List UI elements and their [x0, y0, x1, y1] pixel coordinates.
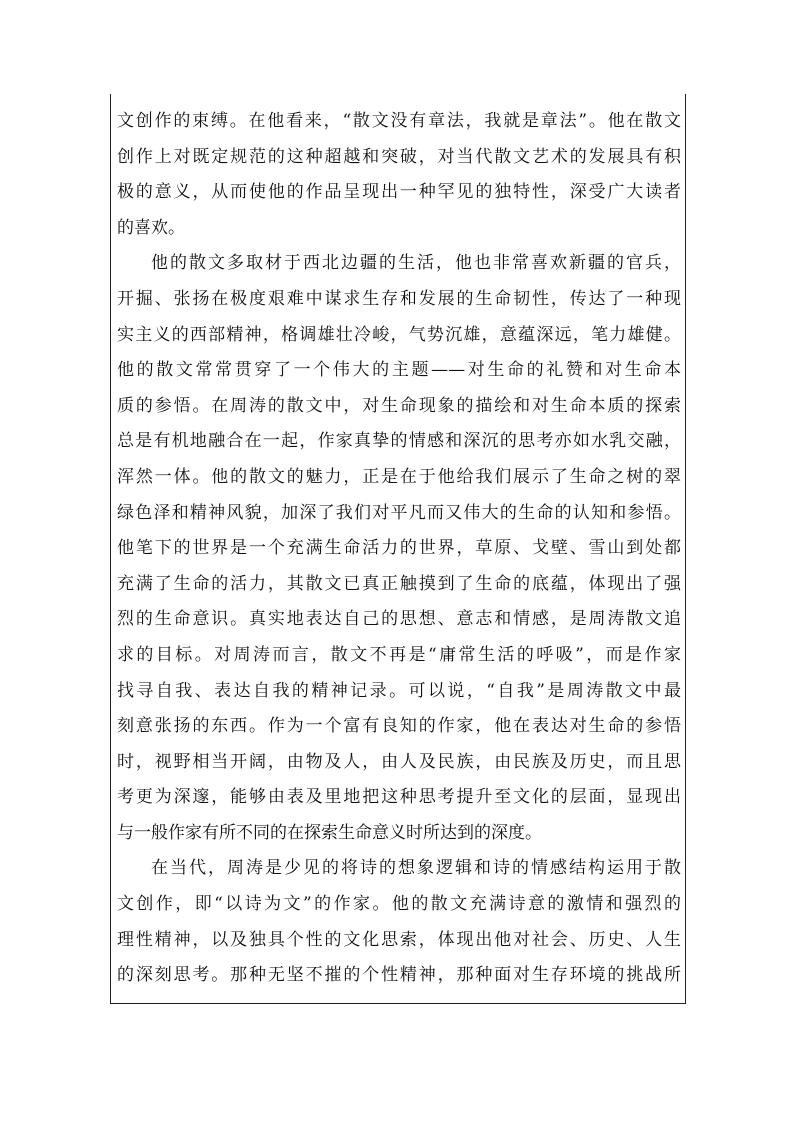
text-line: 理性精神，以及独具个性的文化思索，体现出他对社会、历史、人生 [117, 929, 681, 950]
text-line: 找寻自我、表达自我的精神记录。可以说，“自我”是周涛散文中最 [117, 680, 681, 701]
text-line: 时，视野相当开阔，由物及人，由人及民族，由民族及历史，而且思 [117, 751, 681, 772]
text-line: 考更为深邃，能够由表及里地把这种思考提升至文化的层面，显现出 [117, 787, 681, 808]
text-frame [110, 94, 686, 1004]
text-line: 他笔下的世界是一个充满生命活力的世界，草原、戈壁、雪山到处都 [117, 538, 681, 559]
text-line: 绿色泽和精神风貌，加深了我们对平凡而又伟大的生命的认知和参悟。 [117, 502, 681, 523]
text-line: 浑然一体。他的散文的魅力，正是在于他给我们展示了生命之树的翠 [117, 466, 681, 487]
text-line: 文创作，即“以诗为文”的作家。他的散文充满诗意的激情和强烈的 [117, 894, 681, 915]
article-body [117, 104, 681, 994]
paragraph-first-line: 他的散文多取材于西北边疆的生活，他也非常喜欢新疆的官兵， [151, 253, 681, 274]
text-line: 烈的生命意识。真实地表达自己的思想、意志和情感，是周涛散文追 [117, 609, 681, 630]
text-line: 创作上对既定规范的这种超越和突破，对当代散文艺术的发展具有积 [117, 146, 681, 167]
text-line: 求的目标。对周涛而言，散文不再是“庸常生活的呼吸”，而是作家 [117, 644, 681, 665]
text-line: 开掘、张扬在极度艰难中谋求生存和发展的生命韧性，传达了一种现 [117, 288, 681, 309]
text-line: 极的意义，从而使他的作品呈现出一种罕见的独特性，深受广大读者 [117, 182, 681, 203]
text-line: 实主义的西部精神，格调雄壮冷峻，气势沉雄，意蕴深远，笔力雄健。 [117, 324, 681, 345]
text-line: 质的参悟。在周涛的散文中，对生命现象的描绘和对生命本质的探索 [117, 395, 681, 416]
text-line: 的喜欢。 [117, 217, 185, 238]
paragraph-first-line: 在当代，周涛是少见的将诗的想象逻辑和诗的情感结构运用于散 [151, 858, 681, 879]
text-line: 他的散文常常贯穿了一个伟大的主题——对生命的礼赞和对生命本 [117, 360, 681, 381]
text-line: 与一般作家有所不同的在探索生命意义时所达到的深度。 [117, 822, 542, 843]
text-line: 的深刻思考。那种无坚不摧的个性精神，那种面对生存环境的挑战所 [117, 965, 681, 986]
text-line: 刻意张扬的东西。作为一个富有良知的作家，他在表达对生命的参悟 [117, 716, 681, 737]
text-line: 总是有机地融合在一起，作家真挚的情感和深沉的思考亦如水乳交融， [117, 431, 681, 452]
text-line: 文创作的束缚。在他看来，“散文没有章法，我就是章法”。他在散文 [117, 111, 681, 131]
text-line: 充满了生命的活力，其散文已真正触摸到了生命的底蕴，体现出了强 [117, 573, 681, 594]
